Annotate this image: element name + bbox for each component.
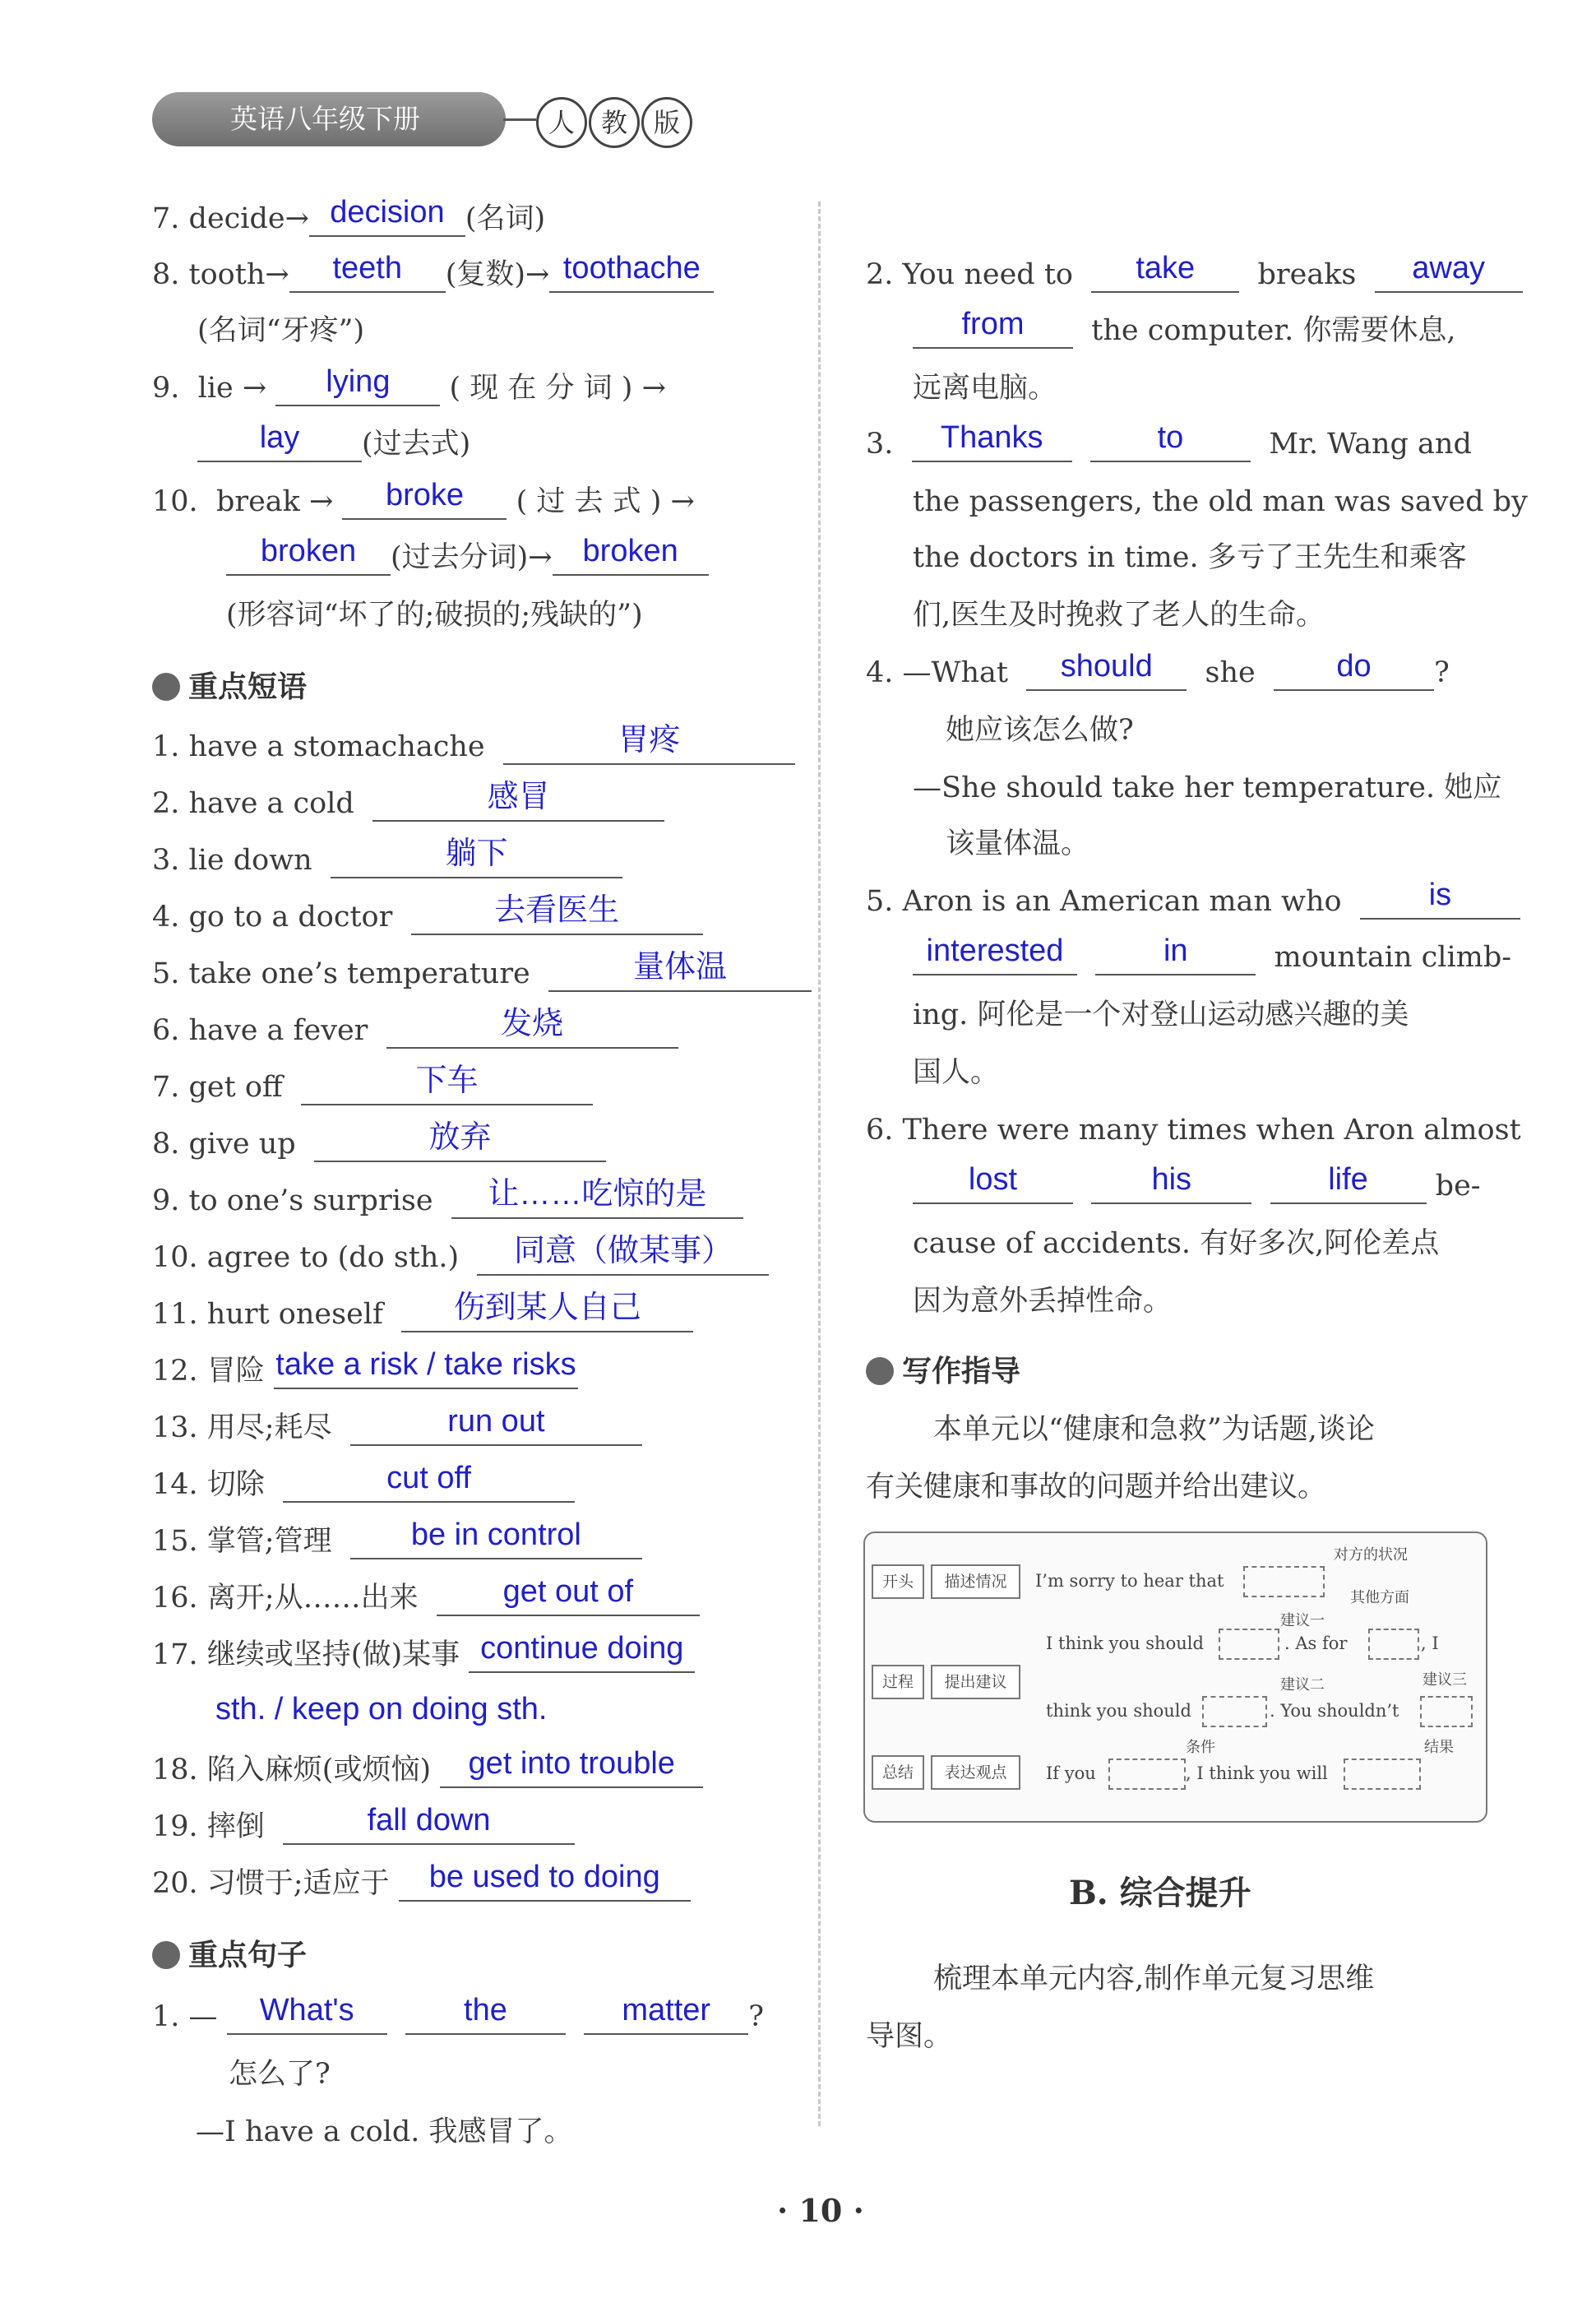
diagram-text-2: I think you should bbox=[1046, 1633, 1204, 1653]
edition-badge-1: 人 bbox=[536, 97, 587, 148]
blank-condition bbox=[1108, 1759, 1186, 1790]
section-b-paragraph-2: 导图。 bbox=[866, 2020, 953, 2053]
stage-process: 过程 bbox=[872, 1665, 924, 1699]
sentence-4-cn: 她应该怎么做? bbox=[946, 714, 1134, 747]
sentence-6-l3: cause of accidents. 有好多次,阿伦差点 bbox=[913, 1227, 1440, 1260]
sentence-1: 1. — What's the matter ? bbox=[152, 1993, 764, 2033]
phrase-14: 14. 切除 cut off bbox=[152, 1467, 575, 1503]
vocab-7: 7. decide→ decision (名词) bbox=[152, 195, 546, 235]
phrase-10: 10. agree to (do sth.) 同意（做某事） bbox=[152, 1240, 769, 1276]
sentence-4-l3: 该量体温。 bbox=[946, 827, 1090, 860]
key-sentences-heading: 重点句子 bbox=[152, 1938, 307, 1974]
sentence-6-l2: lost his life be- bbox=[913, 1168, 1481, 1204]
writing-structure-diagram bbox=[863, 1531, 1487, 1823]
label-advice-2: 建议二 bbox=[1280, 1676, 1325, 1694]
stage-opening: 开头 bbox=[872, 1564, 924, 1599]
vocab-8-cont: (名词“牙疼”) bbox=[197, 314, 365, 347]
writing-guide-heading: 写作指导 bbox=[866, 1354, 1020, 1390]
column-divider bbox=[818, 202, 821, 2126]
sentence-3-l3: the doctors in time. 多亏了王先生和乘客 bbox=[913, 541, 1467, 574]
sentence-5-l3: ing. 阿伦是一个对登山运动感兴趣的美 bbox=[913, 999, 1409, 1031]
sentence-6: 6. There were many times when Aron almost bbox=[866, 1114, 1521, 1147]
phrase-1: 1. have a stomachache 胃疼 bbox=[152, 729, 795, 765]
sentence-4: 4. —What should she do ? bbox=[866, 649, 1450, 689]
vocab-9: 9. lie → lying ( 现 在 分 词 ) → bbox=[152, 364, 666, 405]
diagram-text-4: If you bbox=[1046, 1763, 1096, 1783]
step-opinion: 表达观点 bbox=[931, 1755, 1020, 1790]
diagram-text-2c: , I bbox=[1421, 1633, 1439, 1653]
blank-result bbox=[1344, 1759, 1421, 1790]
sentence-4-l2: —She should take her temperature. 她应 bbox=[913, 772, 1502, 804]
label-advice-1: 建议一 bbox=[1280, 1612, 1325, 1629]
diagram-text-4b: , I think you will bbox=[1186, 1763, 1328, 1783]
label-result: 结果 bbox=[1424, 1739, 1454, 1756]
sentence-3-l4: 们,医生及时挽救了老人的生命。 bbox=[913, 599, 1325, 632]
blank-advice-3 bbox=[1420, 1696, 1473, 1727]
phrase-8: 8. give up 放弃 bbox=[152, 1126, 606, 1162]
stage-summary: 总结 bbox=[872, 1755, 924, 1790]
phrase-19: 19. 摔倒 fall down bbox=[152, 1809, 575, 1845]
phrase-2: 2. have a cold 感冒 bbox=[152, 785, 664, 822]
blank-advice-1 bbox=[1219, 1629, 1279, 1660]
writing-paragraph-2: 有关健康和事故的问题并给出建议。 bbox=[866, 1471, 1327, 1504]
phrase-7: 7. get off 下车 bbox=[152, 1069, 593, 1105]
sentence-5-l2: interested in mountain climb- bbox=[913, 939, 1511, 975]
phrase-17-cont: sth. / keep on doing sth. bbox=[215, 1692, 548, 1726]
sentence-3-l2: the passengers, the old man was saved by bbox=[913, 485, 1528, 518]
sentence-2-cont: from the computer. 你需要休息, bbox=[913, 313, 1456, 349]
phrase-3: 3. lie down 躺下 bbox=[152, 842, 622, 878]
diagram-text-1: I’m sorry to hear that bbox=[1035, 1571, 1224, 1591]
banner-connector bbox=[503, 118, 536, 121]
phrase-6: 6. have a fever 发烧 bbox=[152, 1012, 678, 1049]
edition-badge-3: 版 bbox=[641, 97, 692, 148]
phrase-4: 4. go to a doctor 去看医生 bbox=[152, 899, 703, 935]
section-b-paragraph-1: 梳理本单元内容,制作单元复习思维 bbox=[933, 1962, 1375, 1995]
phrase-12: 12. 冒险 take a risk / take risks bbox=[152, 1353, 578, 1389]
vocab-9-cont: lay (过去式) bbox=[197, 426, 470, 462]
edition-badge-2: 教 bbox=[589, 97, 640, 148]
label-condition: 条件 bbox=[1186, 1739, 1215, 1756]
phrase-11: 11. hurt oneself 伤到某人自己 bbox=[152, 1296, 693, 1332]
phrase-16: 16. 离开;从……出来 get out of bbox=[152, 1580, 700, 1616]
phrase-20: 20. 习惯于;适应于 be used to doing bbox=[152, 1865, 691, 1902]
vocab-10-cont: broken (过去分词)→ broken bbox=[226, 540, 709, 576]
phrase-5: 5. take one’s temperature 量体温 bbox=[152, 956, 812, 992]
phrase-18: 18. 陷入麻烦(或烦恼) get into trouble bbox=[152, 1752, 703, 1788]
blank-advice-2 bbox=[1202, 1696, 1267, 1727]
sentence-5: 5. Aron is an American man who is bbox=[866, 883, 1520, 920]
phrase-9: 9. to one’s surprise 让……吃惊的是 bbox=[152, 1183, 743, 1219]
writing-paragraph-1: 本单元以“健康和急救”为话题,谈论 bbox=[933, 1413, 1375, 1446]
sentence-5-l4: 国人。 bbox=[913, 1056, 1000, 1089]
section-bullet-icon bbox=[152, 673, 180, 701]
diagram-text-3: think you should bbox=[1046, 1701, 1191, 1721]
sentence-6-l4: 因为意外丢掉性命。 bbox=[913, 1285, 1173, 1318]
section-b-title: B. 综合提升 bbox=[1069, 1874, 1251, 1912]
diagram-text-2b: . As for bbox=[1284, 1633, 1348, 1653]
vocab-10: 10. break → broke ( 过 去 式 ) → bbox=[152, 478, 695, 518]
sentence-1-reply: —I have a cold. 我感冒了。 bbox=[196, 2115, 573, 2148]
label-other: 其他方面 bbox=[1350, 1589, 1409, 1606]
blank-situation bbox=[1243, 1566, 1325, 1597]
blank-other bbox=[1368, 1629, 1419, 1660]
sentence-2-cn: 远离电脑。 bbox=[913, 372, 1057, 405]
sentence-3: 3. Thanks to Mr. Wang and bbox=[866, 420, 1472, 461]
key-phrases-heading: 重点短语 bbox=[152, 670, 307, 706]
vocab-8: 8. tooth→ teeth (复数)→ toothache bbox=[152, 257, 714, 293]
phrase-15: 15. 掌管;管理 be in control bbox=[152, 1523, 642, 1559]
phrase-13: 13. 用尽;耗尽 run out bbox=[152, 1410, 642, 1446]
sentence-2: 2. You need to take breaks away bbox=[866, 257, 1523, 293]
phrase-17: 17. 继续或坚持(做)某事 continue doing bbox=[152, 1637, 695, 1673]
diagram-text-3b: . You shouldn’t bbox=[1270, 1701, 1399, 1721]
section-bullet-icon bbox=[866, 1357, 894, 1385]
sentence-1-cn: 怎么了? bbox=[229, 2058, 331, 2091]
book-title-banner: 英语八年级下册 bbox=[152, 92, 506, 146]
vocab-10-desc: (形容词“坏了的;破损的;残缺的”) bbox=[226, 599, 643, 632]
step-describe: 描述情况 bbox=[931, 1564, 1020, 1599]
section-bullet-icon bbox=[152, 1941, 180, 1969]
step-suggest: 提出建议 bbox=[931, 1665, 1020, 1699]
page-number: · 10 · bbox=[777, 2192, 864, 2229]
label-advice-3: 建议三 bbox=[1423, 1671, 1467, 1689]
label-situation: 对方的状况 bbox=[1334, 1546, 1408, 1564]
